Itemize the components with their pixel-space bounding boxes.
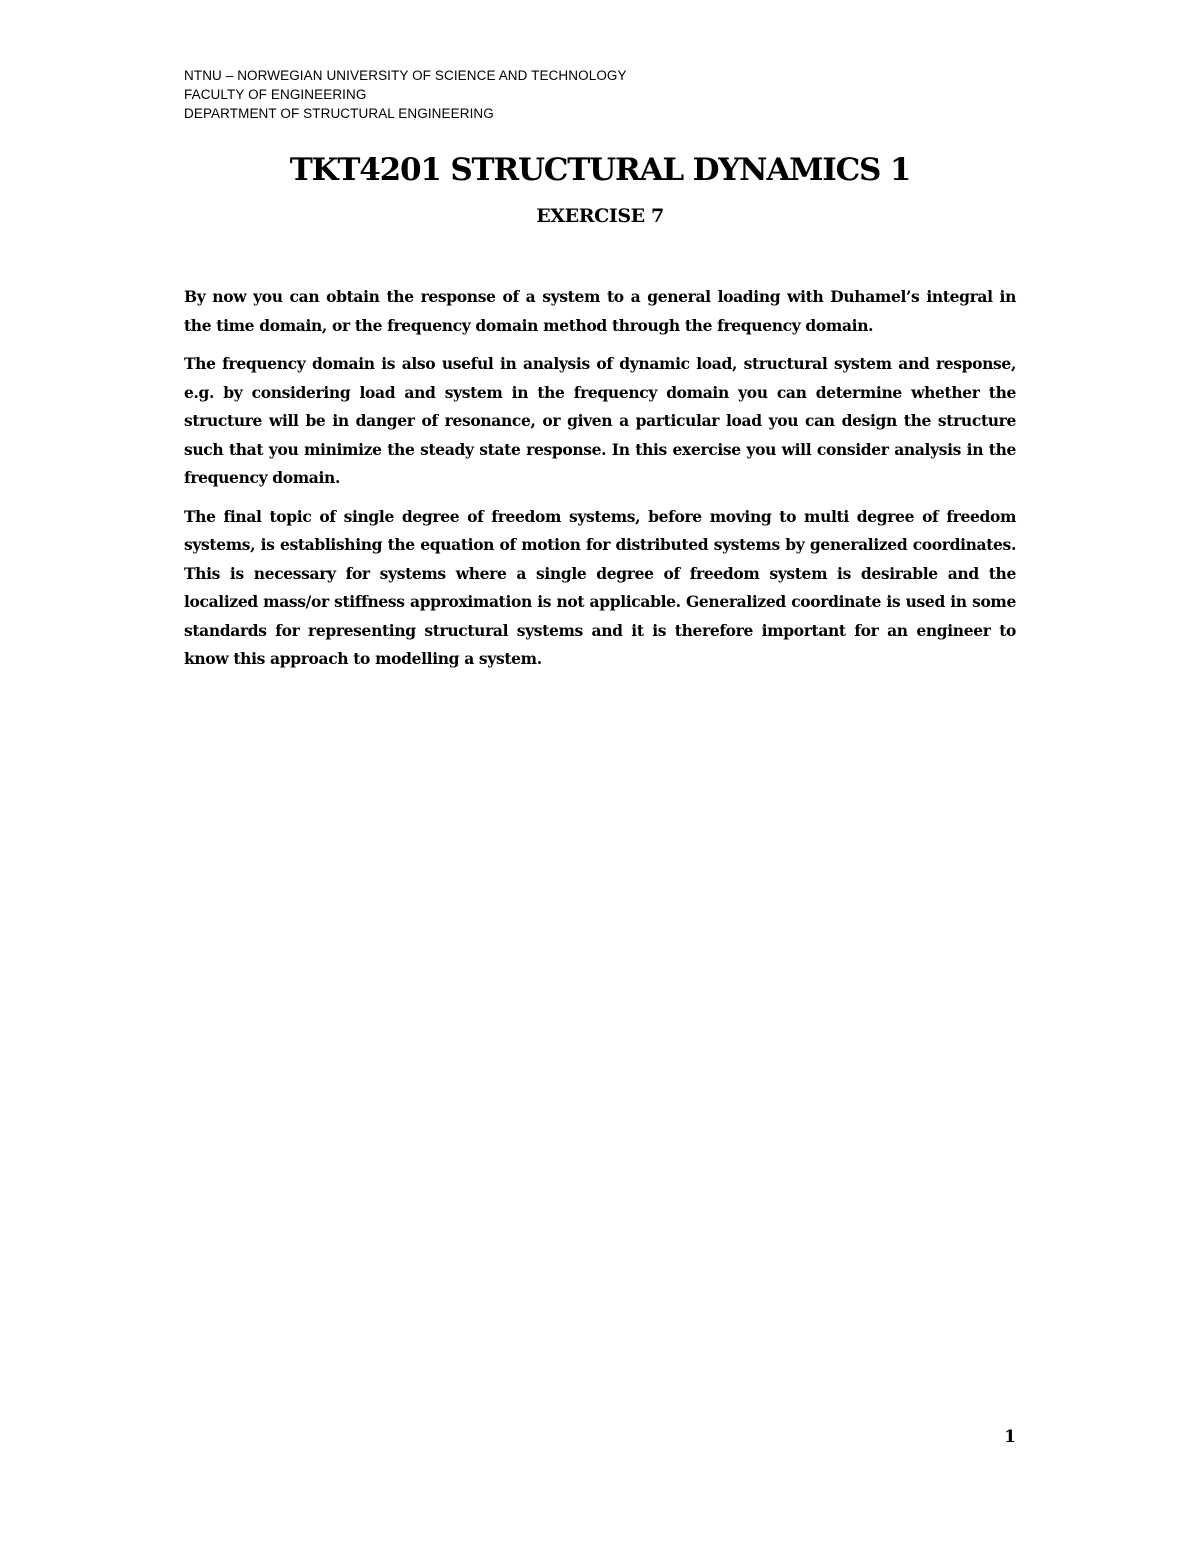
document-title: TKT4201 STRUCTURAL DYNAMICS 1 — [289, 152, 911, 188]
header-department: DEPARTMENT OF STRUCTURAL ENGINEERING — [184, 106, 494, 121]
institution-header — [184, 66, 627, 123]
page-number: 1 — [1004, 1427, 1016, 1447]
document-body — [184, 283, 1016, 684]
body-paragraph-3: The final topic of single degree of freedom systems, before moving to multi degree of freedom systems, is establishing the equation of motion for distributed systems by generalized coordinates. This is necessary for systems where a single degree of freedom system is desirable and the localized mass/or stiffness approximation is not applicable. Generalized coordinate is used in some standards for representing structural systems and it is therefore important for an engineer to know this approach to modelling a system. — [184, 506, 1016, 668]
body-paragraph-2: The frequency domain is also useful in analysis of dynamic load, structural system and response, e.g. by considering load and system in the frequency domain you can determine whether the structure will be in danger of resonance, or given a particular load you can design the structure such that you minimize the steady state response. In this exercise you will consider analysis in the frequency domain. — [184, 354, 1016, 487]
body-paragraph-1: By now you can obtain the response of a system to a general loading with Duhamel’s integral in the time domain, or the frequency domain method through the frequency domain. — [184, 287, 1016, 335]
header-university: NTNU – NORWEGIAN UNIVERSITY OF SCIENCE AND TECHNOLOGY — [184, 68, 627, 83]
document-subtitle: EXERCISE 7 — [536, 205, 664, 227]
header-faculty: FACULTY OF ENGINEERING — [184, 87, 367, 102]
